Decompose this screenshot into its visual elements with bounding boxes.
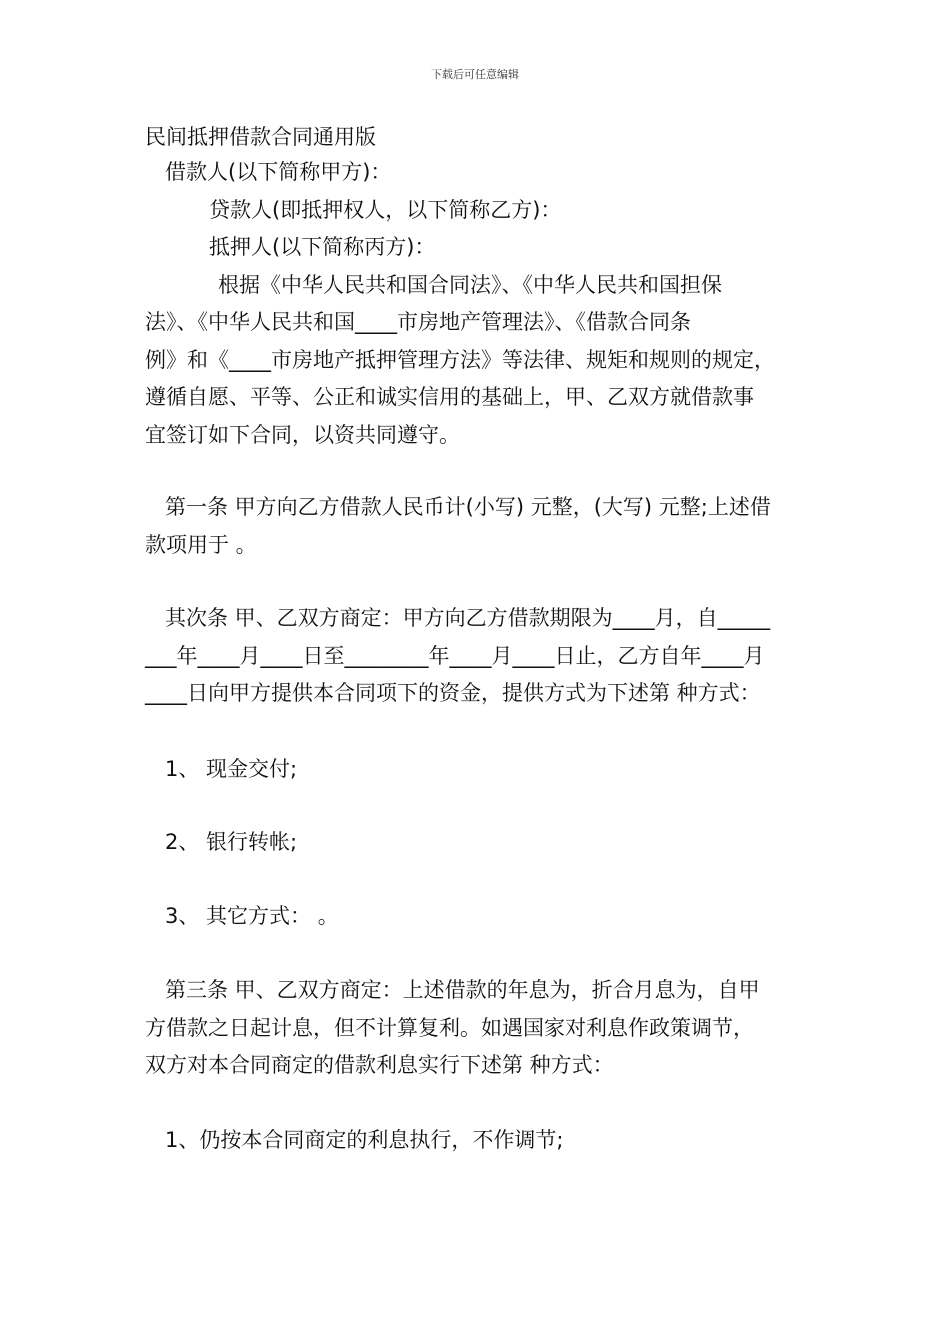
paragraph-line: ___年____月____日至________年____月____日止，乙方自年____月 xyxy=(145,644,765,668)
paragraph-line: 法》、《中华人民共和国____市房地产管理法》、《借款合同条 xyxy=(145,310,691,334)
borrower-line: 借款人(以下简称甲方)： xyxy=(165,160,392,184)
page-header-note: 下载后可任意编辑 xyxy=(431,68,519,81)
list-item: 1、 现金交付; xyxy=(165,757,298,781)
mortgagor-line: 抵押人(以下简称丙方)： xyxy=(209,235,436,259)
paragraph-line: 第一条 甲方向乙方借款人民币计(小写) 元整，(大写) 元整;上述借 xyxy=(165,495,771,519)
list-item: 3、 其它方式： 。 xyxy=(165,904,339,928)
interest-option-item: 1、仍按本合同商定的利息执行，不作调节; xyxy=(165,1128,564,1152)
paragraph-line: 宜签订如下合同，以资共同遵守。 xyxy=(145,423,460,447)
paragraph-line: 根据《中华人民共和国合同法》、《中华人民共和国担保 xyxy=(218,273,722,297)
paragraph-line: 第三条 甲、乙双方商定：上述借款的年息为，折合月息为，自甲 xyxy=(165,978,760,1002)
paragraph-line: 款项用于 。 xyxy=(145,533,257,557)
paragraph-line: 其次条 甲、乙双方商定：甲方向乙方借款期限为____月，自_____ xyxy=(165,606,771,630)
document-title: 民间抵押借款合同通用版 xyxy=(145,125,376,149)
paragraph-line: 方借款之日起计息，但不计算复利。如遇国家对利息作政策调节， xyxy=(145,1016,754,1040)
paragraph-line: 双方对本合同商定的借款利息实行下述第 种方式： xyxy=(145,1053,614,1077)
list-item: 2、 银行转帐; xyxy=(165,830,298,854)
paragraph-line: 遵循自愿、平等、公正和诚实信用的基础上，甲、乙双方就借款事 xyxy=(145,385,754,409)
paragraph-line: 例》和《____市房地产抵押管理方法》等法律、规矩和规则的规定， xyxy=(145,348,775,372)
lender-line: 贷款人(即抵押权人，以下简称乙方)： xyxy=(209,198,562,222)
paragraph-line: ____日向甲方提供本合同项下的资金，提供方式为下述第 种方式： xyxy=(145,681,761,705)
